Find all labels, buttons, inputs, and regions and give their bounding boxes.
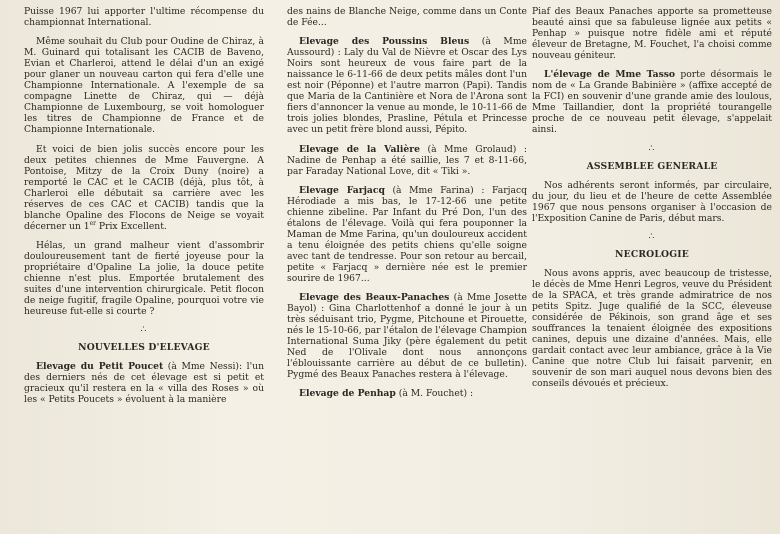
paragraph-text: (à Mme Nessi): l'un des derniers nés de cet élevage est si petit et gracieux qu'il restera en la « villa des Roses » où les « Petits Poucets » évoluent à la manière [24,361,264,406]
paragraph: Piaf des Beaux Panaches apporte sa prometteuse beauté ainsi que sa fabuleuse lignée aux petits « Penhap » puisque notre fidèle ami et réputé éleveur de Bretagne, M. Fouchet, l'a choisi comme nouveau géniteur. [532,6,772,62]
paragraph-text: (à Mme Aussourd) : Laly du Val de Nièvre et Oscar des Lys Noirs sont heureux de vous faire part de la naissance le 6-11-66 de deux petits mâles dont l'un est noir (Péponne) et l'autre marron (Papi). Tandis que Maria de la Cantinière et Nora de l'Arona sont fiers d'annoncer la venue au monde, le 10-11-66 de trois jolies blondes, Prasline, Pétula et Princesse avec un petit frère blond aussi, Pépito. [287,36,527,136]
paragraph: Nous avons appris, avec beaucoup de tristesse, le décès de Mme Henri Legros, veuve du Président de la SPACA, et très grande admiratrice de nos petits Spitz. Juge qualifié de la SCC, éleveuse considérée de Pékinois, son grand âge et ses souffrances la tenaient éloignée des expositions canines, depuis une dizaine d'années. Mais, elle gardait contact avec leur ambiance, grâce à la Vie Canine que notre Club lui faisait parvenir, en souvenir de son mari auquel nous devons bien des conseils dévoués et précieux. [532,267,772,390]
paragraph-text: Prix Excellent. [95,220,167,232]
paragraph: des nains de Blanche Neige, comme dans un Conte de Fée... [287,6,527,29]
paragraph [287,36,527,135]
section-separator: ∴ [648,231,656,242]
paragraph: Même souhait du Club pour Oudine de Chiraz, à M. Guinard qui totalisant les CACIB de Baveno, Evian et Charleroi, attend le délai d'un an exigé pour glaner un nouveau carton qui fera d'elle une Championne Internationale. A l'exemple de sa compagne Linette de Chiraz, qui — déjà Championne de Luxembourg, se voit homologuer les titres de Championne de France et de Championne Internationale. [24,36,264,136]
paragraph-text: (à Mme Grolaud) : Nadine de Penhap a été saillie, les 7 et 8-11-66, par Faraday National Love, dit « Tiki ». [287,143,527,177]
paragraph-text: (à M. Fouchet) : [395,388,474,400]
section-separator: ∴ [140,325,148,336]
kennel-name: Elevage de la Valière [299,143,420,155]
paragraph: Nos adhérents seront informés, par circulaire, du jour, du lieu et de l'heure de cette Assemblée 1967 que nous pensons organiser à l'occasion de l'Exposition Canine de Paris, début mars. [532,179,772,224]
paragraph [532,69,772,135]
section-heading: ASSEMBLEE GENERALE [586,160,718,172]
paragraph: Puisse 1967 lui apporter l'ultime récompense du championnat International. [24,6,264,29]
paragraph-text: (à Mme Farina) : Farjacq Hérodiade a mis bas, le 17-12-66 une petite chienne zibeline. Par Infant du Pré Don, l'un des étalons de l'élevage. Voilà qui fera pouponner la Maman de Mme Farina, qu'un douloureux accident a tenu éloignée des petits chiens qu'elle soigne avec tant de tendresse. Pour son retour au bercail, petite « Farjacq » dernière née est le premier sourire de 1967... [287,184,527,285]
section-heading: NOUVELLES D'ELEVAGE [78,342,210,354]
section-separator: ∴ [648,143,656,154]
column-left [24,6,264,414]
paragraph [24,361,264,405]
kennel-name: Elevage des Beaux-Panaches [299,292,450,304]
paragraph: Hélas, un grand malheur vient d'assombrir douloureusement tant de fierté joyeuse pour la propriétaire d'Opaline La jolie, la douce petite chienne n'est plus. Emportée brutalement des suites d'une intervention chirurgicale. Petit flocon de neige fugitif, fragile Opaline, pourquoi votre vie heureuse fut-elle si courte ? [24,239,264,318]
section-heading: NECROLOGIE [615,248,689,260]
kennel-name: Elevage Farjacq [299,184,385,196]
paragraph [287,292,527,380]
paragraph-text: porte désormais le nom de « La Grande Babinière » (affixe accepté de la FCI) en souvenir d'une grande amie des loulous, Mme Taillandier, dont la propriété tourangelle proche de ce nouveau petit élevage, s'appelait ainsi. [532,69,772,136]
superscript: er [89,219,96,227]
kennel-name: Elevage des Poussins Bleus [299,36,470,48]
paragraph [287,144,527,177]
kennel-name: Elevage du Petit Poucet [36,361,164,373]
paragraph-text: Et voici de bien jolis succès encore pour les deux petites chiennes de Mme Fauvergne. A Pontoise, Mitzy de la Croix Duny (noire) a remporté le CAC et le CACIB (déjà, plus tôt, à Charleroi elle débutait sa carrière avec les réserves de ces CAC et CACIB) tandis que la blanche Opaline des Flocons de Neige se voyait décerner un 1 [24,143,264,232]
column-right [532,6,772,397]
kennel-name: L'élevage de Mme Tasso [544,69,676,81]
paragraph [287,388,527,399]
paragraph-text: (à Mme Josette Bayol) : Gina Charlottenhof a donné le jour à un très séduisant trio, Pygme, Pitchoune et Pirouette, nés le 15-10-66, par l'étalon de l'élevage Champion International Suma Jiky (père également du petit Ned de l'Olivale dont nous annonçons l'éblouissante carrière au début de ce bulletin). Pygmé des Beaux Panaches restera à l'élevage. [287,292,527,381]
kennel-name: Elevage de Penhap [299,388,396,400]
paragraph [24,144,264,232]
paragraph [287,185,527,284]
column-middle [287,6,527,408]
